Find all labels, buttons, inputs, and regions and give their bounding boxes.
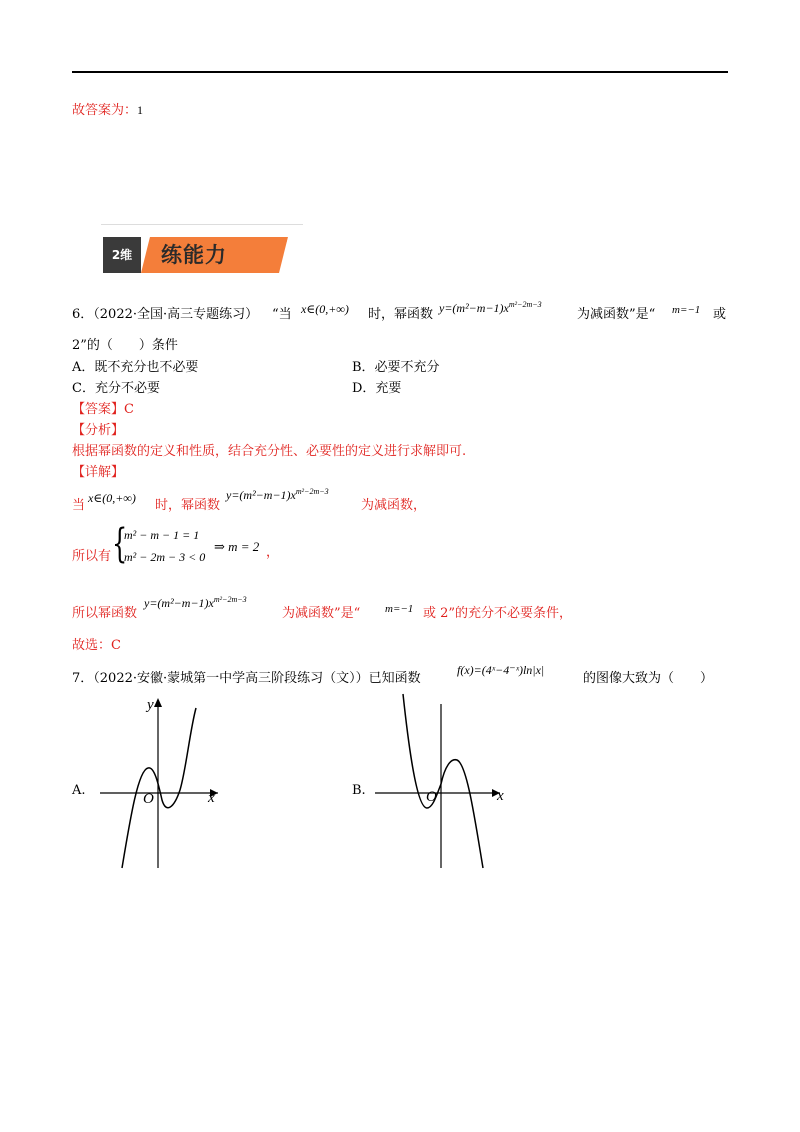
- q6-condition: x∈(0,+∞): [301, 302, 349, 316]
- graph-b-option: B.: [352, 783, 366, 798]
- q6-detail3-b: 为减函数”是“: [282, 606, 361, 621]
- q6-analysis-text: 根据幂函数的定义和性质，结合充分性、必要性的定义进行求解即可.: [72, 444, 467, 459]
- q6-detail2-a: 所以有: [72, 549, 112, 564]
- q6-detail1-a: 当: [72, 498, 86, 513]
- q6-option-c: C．充分不必要: [72, 381, 160, 396]
- q6-line2: 2”的（ ）条件: [72, 338, 178, 353]
- q6-system-result: ⇒ m = 2: [214, 539, 260, 554]
- q6-option-a: A．既不充分也不必要: [72, 360, 199, 375]
- q7-tail: 的图像大致为（ ）: [583, 671, 714, 686]
- banner-title: 练能力: [161, 243, 227, 267]
- q6-line1-b: 时，幂函数: [368, 307, 434, 322]
- q6-source: （2022·全国·高三专题练习）: [93, 307, 259, 322]
- graph-a-x-label: x: [208, 790, 215, 806]
- graph-a-origin: O: [143, 791, 154, 807]
- q6-line1: [72, 303, 258, 322]
- q6-line1-a: “当: [272, 307, 292, 322]
- graph-b-origin: O: [426, 789, 437, 805]
- q6-detail1-func-base: y=(m²−m−1)x: [226, 488, 296, 502]
- q6-detail1-b: 时，幂函数: [155, 498, 221, 513]
- q7-line: [72, 667, 421, 686]
- answer-value: 1: [137, 103, 144, 117]
- q6-choose: 故选：C: [72, 638, 121, 653]
- graph-a-y-arrow: [154, 698, 162, 707]
- q6-detail1-c: 为减函数，: [361, 498, 427, 513]
- q6-detail1-func: [226, 487, 329, 503]
- banner-badge: 2维: [103, 237, 141, 273]
- graph-b: [375, 690, 510, 870]
- q6-number: 6．: [72, 307, 94, 322]
- q6-detail3-m: m=−1: [385, 603, 414, 615]
- graph-a: [100, 690, 230, 870]
- q6-answer: 【答案】C: [72, 402, 134, 417]
- q6-analysis-label: 【分析】: [72, 423, 125, 438]
- q6-detail-label: 【详解】: [72, 465, 125, 480]
- q6-m-expr: m=−1: [672, 304, 701, 316]
- header-rule: [72, 71, 728, 73]
- graph-a-curve: [122, 708, 196, 868]
- q6-detail1-func-exp: m²−2m−3: [295, 487, 329, 496]
- q6-line1-c: 为减函数”是“: [577, 307, 656, 322]
- q6-detail2-end: ，: [266, 545, 280, 560]
- q7-source: （2022·安徽·蒙城第一中学高三阶段练习（文））已知函数: [93, 671, 421, 686]
- previous-answer: [72, 99, 143, 118]
- graph-a-option: A.: [72, 783, 86, 798]
- section-banner: [103, 237, 285, 273]
- q6-option-d: D．充要: [352, 381, 402, 396]
- graph-b-x-label: x: [497, 788, 504, 804]
- q6-func-base: y=(m²−m−1)x: [439, 301, 509, 315]
- q6-detail3-a: 所以幂函数: [72, 606, 138, 621]
- answer-label: 故答案为：: [72, 103, 138, 118]
- graph-a-y-label: y: [147, 697, 154, 713]
- q6-detail3-func: [144, 595, 247, 611]
- system-brace: {: [112, 521, 128, 567]
- q6-option-b: B．必要不充分: [352, 360, 440, 375]
- q6-detail3-func-exp: m²−2m−3: [213, 595, 247, 604]
- q7-function: f(x)=(4ˣ−4⁻ˣ)ln|x|: [457, 663, 545, 677]
- q6-system-eq1: m² − m − 1 = 1: [124, 528, 200, 542]
- q6-function: [439, 300, 542, 316]
- q6-func-exp: m²−2m−3: [508, 300, 542, 309]
- q6-system-eq2: m² − 2m − 3 < 0: [124, 550, 206, 564]
- q6-detail1-cond: x∈(0,+∞): [88, 491, 136, 505]
- q6-line1-d: 或: [713, 307, 727, 322]
- q6-detail3-func-base: y=(m²−m−1)x: [144, 596, 214, 610]
- graph-b-curve: [403, 694, 483, 868]
- q6-detail3-c: 或 2”的充分不必要条件，: [423, 606, 573, 621]
- q7-number: 7．: [72, 671, 94, 686]
- banner-divider: [101, 224, 303, 225]
